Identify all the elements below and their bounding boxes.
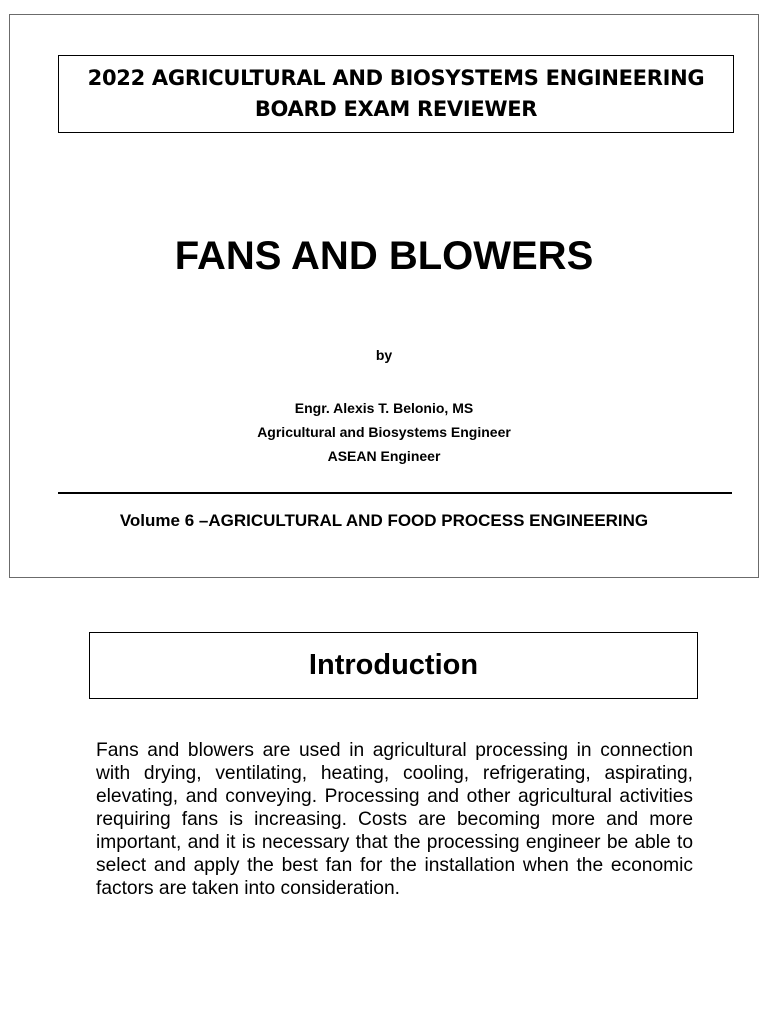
introduction-paragraph: Fans and blowers are used in agricultural processing in connection with drying, ventilating, heating, cooling, refrigerating, aspirating, elevating, and conveying. Processing and other agricultural activities requiring fans is increasing. Costs are becoming more and more important, and it is necessary that the processing engineer be able to select and apply the best fan for the installation when the economic factors are taken into consideration. (96, 740, 693, 899)
document-title: FANS AND BLOWERS (174, 234, 594, 278)
exam-reviewer-box (58, 55, 734, 133)
by-label: by (375, 347, 393, 363)
author-name: Engr. Alexis T. Belonio, MS (294, 400, 474, 416)
introduction-heading-box (89, 632, 698, 699)
introduction-heading: Introduction (308, 649, 479, 681)
author-block (10, 396, 758, 468)
divider-line (58, 492, 732, 494)
title-slide (9, 14, 759, 578)
exam-title-line-2: BOARD EXAM REVIEWER (254, 97, 538, 121)
volume-label: Volume 6 –AGRICULTURAL AND FOOD PROCESS ENGINEERING (119, 511, 649, 530)
exam-title-line-1: 2022 AGRICULTURAL AND BIOSYSTEMS ENGINEERING (87, 66, 705, 90)
author-role: Agricultural and Biosystems Engineer (257, 424, 511, 440)
author-certification: ASEAN Engineer (327, 448, 441, 464)
